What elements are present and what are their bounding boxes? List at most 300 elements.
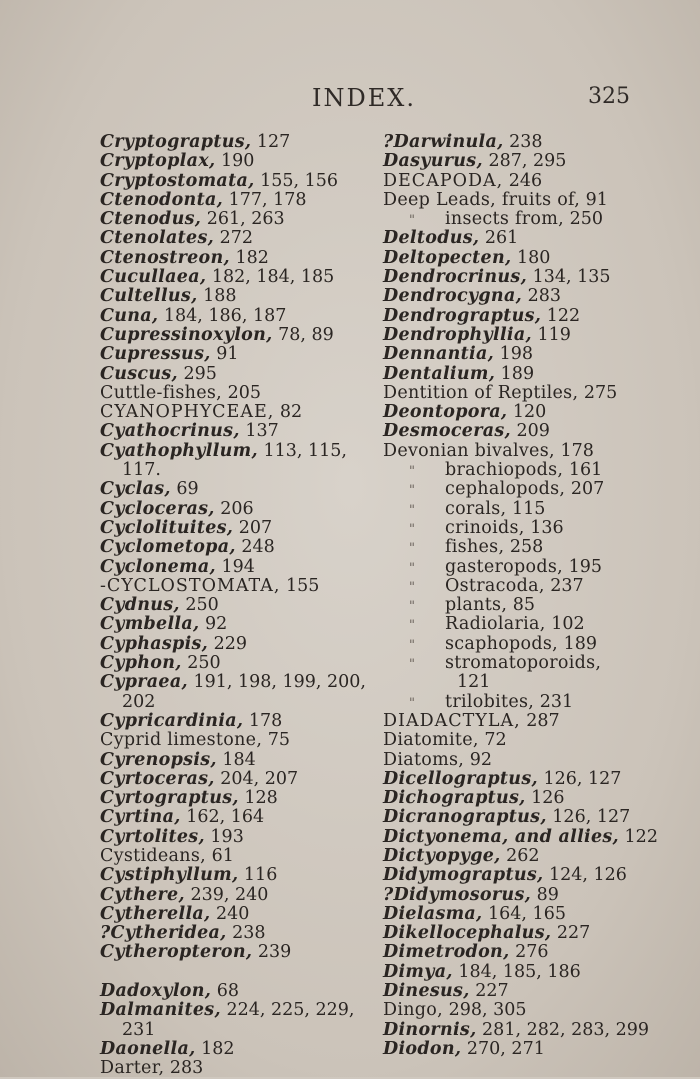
entry-pages: 246 — [508, 170, 543, 191]
entry-term: CYANOPHYCEAE, — [100, 402, 275, 423]
entry-term: Dinesus, — [383, 981, 470, 1002]
entry-term: Dimetrodon, — [383, 942, 510, 963]
ditto-mark: " — [409, 618, 415, 634]
entry-term: Daonella, — [100, 1038, 196, 1059]
ditto-mark: " — [409, 464, 415, 480]
index-entry — [100, 924, 370, 943]
index-entry — [383, 731, 683, 750]
entry-term: Cytherella, — [100, 903, 211, 924]
entry-term: Dictyopyge, — [383, 845, 501, 866]
entry-pages: 72 — [484, 730, 507, 751]
ditto-mark: " — [409, 579, 415, 595]
entry-pages: 155, 156 — [260, 170, 339, 191]
entry-term: Cyrtograptus, — [100, 788, 239, 809]
entry-term: Cydnus, — [100, 595, 180, 616]
entry-pages: 231 — [122, 1019, 156, 1040]
index-entry — [100, 770, 370, 789]
entry-term: Dendrograptus, — [383, 305, 542, 326]
index-entry — [100, 229, 370, 248]
entry-term: Dendrocygna, — [383, 286, 522, 307]
index-entry — [383, 210, 683, 229]
index-entry — [383, 924, 683, 943]
index-entry — [383, 538, 683, 557]
index-entry — [100, 712, 370, 731]
index-entry — [100, 172, 370, 191]
entry-term: Cuttle-fishes, — [100, 382, 223, 403]
entry-term: Cycloceras, — [100, 498, 215, 519]
entry-term: Dendrocrinus, — [383, 267, 527, 288]
entry-term: Cyrenopsis, — [100, 749, 217, 770]
entry-pages: 190 — [220, 151, 255, 172]
entry-pages: 261, 263 — [206, 209, 285, 230]
entry-term: Ctenolates, — [100, 228, 214, 249]
index-entry — [383, 152, 683, 171]
ditto-mark: " — [409, 521, 415, 537]
entry-term: Diatoms, — [383, 749, 465, 770]
index-entry — [100, 577, 370, 596]
entry-pages: 204, 207 — [220, 768, 299, 789]
entry-pages: 137 — [245, 421, 279, 442]
entry-term: Cyathocrinus, — [100, 421, 240, 442]
index-entry — [100, 461, 370, 480]
entry-term: Radiolaria, — [445, 614, 546, 635]
entry-pages: 206 — [220, 498, 254, 519]
entry-term: Dasyurus, — [383, 151, 483, 172]
ditto-mark: " — [409, 213, 415, 229]
index-entry — [383, 1040, 683, 1059]
index-entry — [383, 577, 683, 596]
entry-pages: 126, 127 — [552, 807, 631, 828]
entry-term: Cyclolituites, — [100, 517, 234, 538]
entry-pages: 180 — [516, 247, 551, 268]
entry-pages: 239 — [257, 942, 292, 963]
entry-term: Cytheropteron, — [100, 942, 253, 963]
page-number: 325 — [588, 84, 630, 109]
index-entry — [383, 287, 683, 306]
index-entry — [100, 249, 370, 268]
index-entry — [383, 866, 683, 885]
entry-term: Dinornis, — [383, 1019, 477, 1040]
index-entry — [383, 480, 683, 499]
entry-pages: 184, 186, 187 — [163, 305, 287, 326]
entry-term: Diodon, — [383, 1038, 462, 1059]
entry-term: Cyrtoceras, — [100, 768, 215, 789]
entry-term: Cryptostomata, — [100, 170, 255, 191]
index-entry — [100, 615, 370, 634]
entry-term: Deltopecten, — [383, 247, 512, 268]
entry-pages: 184, 185, 186 — [458, 961, 581, 982]
entry-term: Cultellus, — [100, 286, 198, 307]
entry-pages: 281, 282, 283, 299 — [482, 1019, 650, 1040]
index-entry — [383, 519, 683, 538]
entry-term: Dicranograptus, — [383, 807, 547, 828]
index-entry — [383, 1001, 683, 1020]
entry-pages: 276 — [515, 942, 549, 963]
index-entry — [100, 365, 370, 384]
entry-pages: 119 — [537, 324, 571, 345]
entry-pages: 261 — [484, 228, 519, 249]
entry-term: Cypricardinia, — [100, 710, 244, 731]
entry-pages: 82 — [279, 402, 303, 423]
entry-term: Ostracoda, — [445, 575, 545, 596]
entry-pages: 250 — [569, 209, 604, 230]
entry-term: Cyprid limestone, — [100, 730, 263, 751]
index-entry — [100, 1040, 370, 1059]
index-entry — [383, 461, 683, 480]
entry-pages: 122 — [624, 826, 658, 847]
entry-pages: 116 — [243, 865, 278, 886]
index-entry — [383, 403, 683, 422]
entry-pages: 270, 271 — [466, 1038, 545, 1059]
entry-term: Cythere, — [100, 884, 185, 905]
entry-term: Diatomite, — [383, 730, 479, 751]
entry-term: Cyclometopa, — [100, 537, 236, 558]
index-entry — [383, 1021, 683, 1040]
entry-term: Cyclonema, — [100, 556, 216, 577]
entry-term: Ctenodonta, — [100, 189, 223, 210]
index-entry — [383, 712, 683, 731]
entry-term: Cucullaea, — [100, 267, 207, 288]
entry-term: Cuscus, — [100, 363, 178, 384]
entry-pages: 184 — [222, 749, 256, 770]
entry-pages: 120 — [512, 402, 547, 423]
entry-term: brachiopods, — [445, 460, 564, 481]
index-entry — [383, 307, 683, 326]
entry-term: Cypraea, — [100, 672, 188, 693]
entry-pages: 91 — [585, 189, 608, 210]
entry-pages: 115 — [511, 498, 546, 519]
entry-pages: 207 — [238, 517, 273, 538]
entry-pages: 231 — [539, 691, 574, 712]
entry-pages: 117. — [122, 460, 161, 481]
index-entry — [383, 191, 683, 210]
index-entry — [100, 345, 370, 364]
entry-pages: 164, 165 — [488, 903, 566, 924]
entry-pages: 134, 135 — [532, 267, 611, 288]
index-entry — [100, 403, 370, 422]
index-entry — [383, 326, 683, 345]
entry-pages: 205 — [227, 382, 262, 403]
entry-pages: 287 — [526, 710, 560, 731]
entry-term: DECAPODA, — [383, 170, 504, 191]
index-entry — [100, 133, 370, 152]
entry-pages: 283 — [169, 1058, 204, 1079]
entry-term: -CYCLOSTOMATA, — [100, 575, 281, 596]
ditto-mark: " — [409, 502, 415, 518]
entry-pages: 126, 127 — [543, 768, 622, 789]
index-entry — [383, 596, 683, 615]
index-entry — [383, 635, 683, 654]
index-entry — [100, 422, 370, 441]
index-entry — [100, 693, 370, 712]
entry-term: Devonian bivalves, — [383, 440, 555, 461]
entry-pages: 240 — [216, 903, 250, 924]
index-entry — [383, 847, 683, 866]
entry-term: Cryptograptus, — [100, 132, 252, 152]
entry-term: plants, — [445, 595, 508, 616]
entry-pages: 229 — [213, 633, 248, 654]
index-column-left — [100, 133, 370, 1079]
index-entry — [100, 673, 370, 692]
index-entry — [100, 943, 370, 962]
index-entry — [383, 693, 683, 712]
entry-term: ?Cytheridea, — [100, 923, 227, 944]
entry-pages: 258 — [509, 537, 544, 558]
entry-pages: 68 — [216, 981, 240, 1002]
entry-term: Dingo, — [383, 1000, 443, 1021]
index-entry — [383, 172, 683, 191]
entry-term: Dielasma, — [383, 903, 483, 924]
ditto-mark: " — [409, 637, 415, 653]
index-entry — [383, 963, 683, 982]
index-entry — [100, 287, 370, 306]
index-entry — [100, 519, 370, 538]
index-entry — [100, 654, 370, 673]
entry-pages: 89 — [536, 884, 559, 905]
entry-pages: 75 — [267, 730, 291, 751]
entry-term: Cuna, — [100, 305, 159, 326]
index-entry — [383, 886, 683, 905]
entry-pages: 195 — [568, 556, 602, 577]
entry-term: Cyrtina, — [100, 807, 181, 828]
entry-pages: 85 — [512, 595, 536, 616]
entry-term: scaphopods, — [445, 633, 559, 654]
entry-term: Dichograptus, — [383, 788, 526, 809]
entry-term: Cystiphyllum, — [100, 865, 239, 886]
entry-term: corals, — [445, 498, 507, 519]
entry-pages: 91 — [216, 344, 239, 365]
index-entry — [100, 538, 370, 557]
index-entry — [100, 905, 370, 924]
index-entry — [100, 1001, 370, 1020]
entry-pages: 124, 126 — [548, 865, 627, 886]
index-entry — [383, 615, 683, 634]
entry-pages: 177, 178 — [228, 189, 307, 210]
index-entry — [100, 191, 370, 210]
entry-term: Cymbella, — [100, 614, 200, 635]
index-entry — [100, 731, 370, 750]
entry-term: gasteropods, — [445, 556, 563, 577]
entry-pages: 272 — [219, 228, 253, 249]
index-entry — [383, 558, 683, 577]
entry-pages: 178 — [248, 710, 283, 731]
index-entry — [383, 422, 683, 441]
entry-pages: 126 — [531, 788, 565, 809]
entry-term: DIADACTYLA, — [383, 710, 521, 731]
index-entry — [100, 866, 370, 885]
entry-term: ?Didymosorus, — [383, 884, 531, 905]
index-entry — [383, 770, 683, 789]
entry-pages: 136 — [530, 517, 564, 538]
index-column-right — [383, 133, 683, 1059]
entry-term: Cyphaspis, — [100, 633, 209, 654]
entry-pages: 78, 89 — [278, 324, 334, 345]
index-entry — [383, 751, 683, 770]
entry-pages: 182 — [201, 1038, 235, 1059]
entry-term: Ctenodus, — [100, 209, 202, 230]
index-entry — [383, 982, 683, 1001]
index-entry — [100, 210, 370, 229]
entry-term: Cyrtolites, — [100, 826, 205, 847]
entry-pages: 224, 225, 229, — [226, 1000, 355, 1021]
index-entry — [383, 673, 683, 692]
entry-term: crinoids, — [445, 517, 525, 538]
index-entry — [383, 943, 683, 962]
entry-term: Dennantia, — [383, 344, 494, 365]
entry-term: Darter, — [100, 1058, 165, 1079]
index-entry — [100, 480, 370, 499]
index-entry — [100, 307, 370, 326]
entry-pages: 283 — [527, 286, 561, 307]
entry-pages: 122 — [546, 305, 581, 326]
entry-pages: 227 — [556, 923, 591, 944]
index-entry — [383, 500, 683, 519]
index-entry — [100, 1059, 370, 1078]
entry-pages: 92 — [205, 614, 228, 635]
entry-term: Dentition of Reptiles, — [383, 382, 579, 403]
index-entry — [100, 384, 370, 403]
entry-pages: 295 — [183, 363, 217, 384]
entry-term: Deltodus, — [383, 228, 480, 249]
entry-term: stromatoporoids, — [445, 653, 602, 674]
index-entry — [100, 442, 370, 461]
ditto-mark: " — [409, 483, 415, 499]
entry-pages: 287, 295 — [488, 151, 567, 172]
entry-pages: 239, 240 — [190, 884, 269, 905]
entry-pages: 237 — [550, 575, 584, 596]
entry-term: Dadoxylon, — [100, 981, 212, 1002]
index-entry — [383, 828, 683, 847]
entry-term: trilobites, — [445, 691, 535, 712]
entry-term: cephalopods, — [445, 479, 566, 500]
entry-term: Ctenostreon, — [100, 247, 230, 268]
index-entry — [383, 808, 683, 827]
entry-term: Cyathophyllum, — [100, 440, 258, 461]
entry-pages: 194 — [221, 556, 255, 577]
entry-pages: 275 — [583, 382, 618, 403]
index-entry — [100, 500, 370, 519]
entry-pages: 102 — [551, 614, 585, 635]
page-title: INDEX. — [312, 84, 416, 112]
index-entry — [100, 152, 370, 171]
index-entry — [383, 249, 683, 268]
entry-pages: 161 — [568, 460, 603, 481]
index-entry — [100, 963, 370, 982]
index-entry — [100, 847, 370, 866]
entry-term: Dendrophyllia, — [383, 324, 532, 345]
entry-pages: 198 — [499, 344, 533, 365]
entry-pages: 113, 115, — [263, 440, 347, 461]
entry-pages: 238 — [232, 923, 266, 944]
index-entry — [383, 384, 683, 403]
index-entry — [383, 905, 683, 924]
index-entry — [100, 828, 370, 847]
entry-pages: 189 — [500, 363, 535, 384]
ditto-mark: " — [409, 560, 415, 576]
ditto-mark: " — [409, 599, 415, 615]
entry-pages: 92 — [469, 749, 493, 770]
entry-pages: 202 — [122, 691, 156, 712]
index-entry — [383, 133, 683, 152]
entry-term: Cupressus, — [100, 344, 211, 365]
entry-term: Cryptoplax, — [100, 151, 216, 172]
index-entry — [383, 365, 683, 384]
entry-pages: 227 — [475, 981, 509, 1002]
entry-pages: 189 — [563, 633, 597, 654]
ditto-mark: " — [409, 695, 415, 711]
entry-pages: 250 — [187, 653, 221, 674]
entry-pages: 193 — [210, 826, 244, 847]
entry-term: ?Darwinula, — [383, 132, 504, 152]
entry-pages: 128 — [244, 788, 278, 809]
index-entry — [383, 442, 683, 461]
entry-term: Deontopora, — [383, 402, 508, 423]
entry-pages: 188 — [203, 286, 237, 307]
entry-term: Dimya, — [383, 961, 453, 982]
index-entry — [383, 229, 683, 248]
entry-pages: 127 — [256, 132, 291, 152]
index-entry — [100, 808, 370, 827]
entry-pages: 248 — [241, 537, 275, 558]
index-entry — [100, 789, 370, 808]
entry-pages: 207 — [570, 479, 605, 500]
index-entry — [100, 886, 370, 905]
entry-pages: 61 — [211, 845, 234, 866]
entry-term: Cyclas, — [100, 479, 171, 500]
index-entry — [100, 596, 370, 615]
entry-pages: 69 — [176, 479, 199, 500]
index-entry — [383, 268, 683, 287]
entry-term: Dentalium, — [383, 363, 496, 384]
entry-term: Dalmanites, — [100, 1000, 221, 1021]
entry-term: Didymograptus, — [383, 865, 544, 886]
entry-pages: 191, 198, 199, 200, — [193, 672, 366, 693]
index-entry — [100, 982, 370, 1001]
entry-term: Dicellograptus, — [383, 768, 538, 789]
index-entry — [100, 268, 370, 287]
entry-term: Dictyonema, and allies, — [383, 826, 619, 847]
page-header — [0, 84, 700, 114]
entry-pages: 209 — [516, 421, 550, 442]
entry-term: insects from, — [445, 209, 565, 230]
entry-pages: 298, 305 — [448, 1000, 527, 1021]
entry-term: Cyphon, — [100, 653, 182, 674]
entry-term: Deep Leads, fruits of, — [383, 189, 581, 210]
index-entry — [100, 558, 370, 577]
index-entry — [383, 789, 683, 808]
ditto-mark: " — [409, 657, 415, 673]
entry-pages: 121 — [457, 672, 491, 693]
entry-term: Dikellocephalus, — [383, 923, 552, 944]
entry-term: Desmoceras, — [383, 421, 511, 442]
entry-term: Cystideans, — [100, 845, 206, 866]
entry-pages: 182 — [235, 247, 269, 268]
entry-pages: 162, 164 — [186, 807, 265, 828]
index-entry — [100, 751, 370, 770]
entry-pages: 178 — [560, 440, 594, 461]
entry-term: fishes, — [445, 537, 505, 558]
entry-pages: 262 — [506, 845, 540, 866]
entry-pages: 238 — [509, 132, 543, 152]
index-entry — [100, 1021, 370, 1040]
entry-pages: 250 — [185, 595, 219, 616]
entry-term: Cupressinoxylon, — [100, 324, 273, 345]
entry-pages: 155 — [286, 575, 320, 596]
index-entry — [383, 345, 683, 364]
index-entry — [100, 635, 370, 654]
index-entry — [383, 654, 683, 673]
index-entry — [100, 326, 370, 345]
